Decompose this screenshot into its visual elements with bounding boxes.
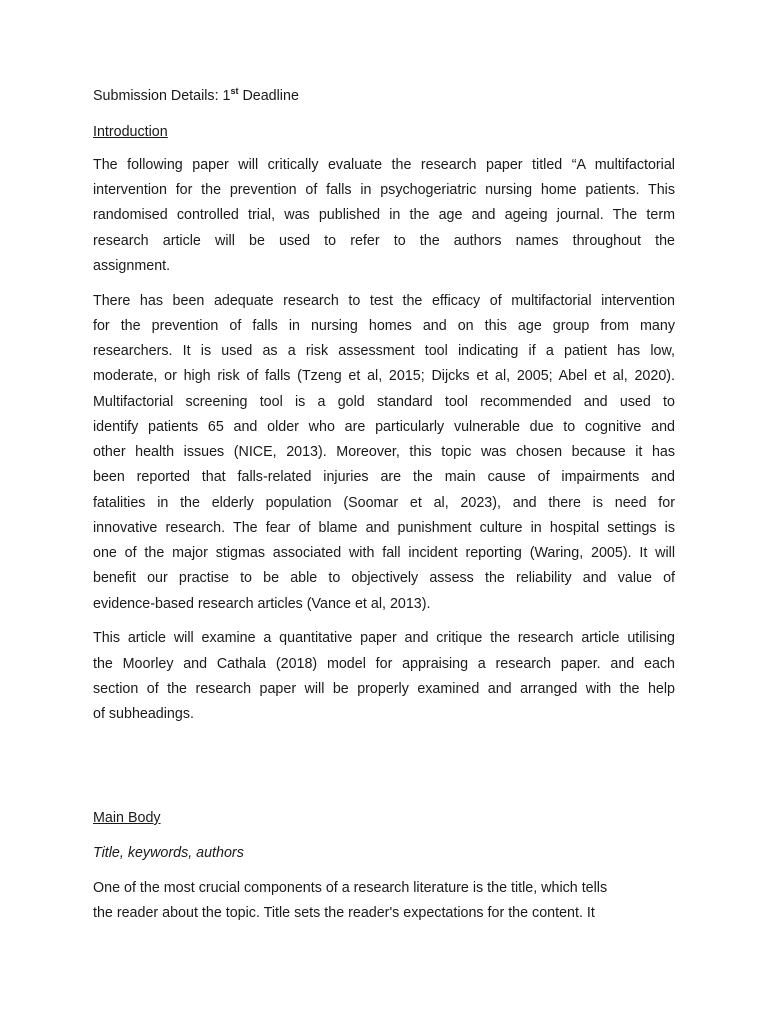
intro-p3-line: This article will examine a quantitative paper and critique the research article utilising bbox=[93, 630, 675, 646]
intro-p2-line: fatalities in the elderly population (Soomar et al, 2023), and there is need for bbox=[93, 495, 675, 511]
intro-p2-line: There has been adequate research to test the efficacy of multifactorial intervention bbox=[93, 293, 675, 309]
intro-p2-line: one of the major stigmas associated with fall incident reporting (Waring, 2005). It will bbox=[93, 545, 675, 561]
intro-p2-line: other health issues (NICE, 2013). Moreover, this topic was chosen because it has bbox=[93, 444, 675, 460]
intro-p1-line: assignment. bbox=[93, 258, 171, 274]
intro-p1-line: research article will be used to refer to the authors names throughout the bbox=[93, 233, 675, 249]
main-body-heading: Main Body bbox=[93, 810, 161, 826]
introduction-heading: Introduction bbox=[93, 124, 168, 140]
submission-superscript: st bbox=[230, 86, 239, 96]
submission-suffix: Deadline bbox=[238, 88, 299, 104]
intro-p2-line: evidence-based research articles (Vance et al, 2013). bbox=[93, 596, 431, 612]
intro-p1-line: intervention for the prevention of falls in psychogeriatric nursing home patients. This bbox=[93, 182, 675, 198]
intro-p2-line: Multifactorial screening tool is a gold standard tool recommended and used to bbox=[93, 394, 675, 410]
intro-p2-line: for the prevention of falls in nursing homes and on this age group from many bbox=[93, 318, 675, 334]
intro-p3-line: of subheadings. bbox=[93, 706, 194, 722]
intro-p2-line: researchers. It is used as a risk assessment tool indicating if a patient has low, bbox=[93, 343, 675, 359]
main-body-p1-line: One of the most crucial components of a research literature is the title, which tells bbox=[93, 880, 608, 896]
intro-p3-line: section of the research paper will be properly examined and arranged with the help bbox=[93, 681, 675, 697]
submission-prefix: Submission Details: 1 bbox=[93, 88, 231, 104]
intro-p1-line: The following paper will critically evaluate the research paper titled “A multifactorial bbox=[93, 157, 675, 173]
intro-p2-line: benefit our practise to be able to objectively assess the reliability and value of bbox=[93, 570, 675, 586]
title-keywords-subheading: Title, keywords, authors bbox=[93, 845, 244, 861]
intro-p1-line: randomised controlled trial, was published in the age and ageing journal. The term bbox=[93, 207, 675, 223]
intro-p2-line: moderate, or high risk of falls (Tzeng et al, 2015; Dijcks et al, 2005; Abel et al, 2020). bbox=[93, 368, 675, 384]
main-body-p1-line: the reader about the topic. Title sets the reader's expectations for the content. It bbox=[93, 905, 595, 921]
intro-p2-line: been reported that falls-related injuries are the main cause of impairments and bbox=[93, 469, 675, 485]
intro-p3-line: the Moorley and Cathala (2018) model for appraising a research paper. and each bbox=[93, 656, 675, 672]
submission-details bbox=[93, 87, 299, 105]
intro-p2-line: identify patients 65 and older who are particularly vulnerable due to cognitive and bbox=[93, 419, 675, 435]
intro-p2-line: innovative research. The fear of blame and punishment culture in hospital settings is bbox=[93, 520, 675, 536]
